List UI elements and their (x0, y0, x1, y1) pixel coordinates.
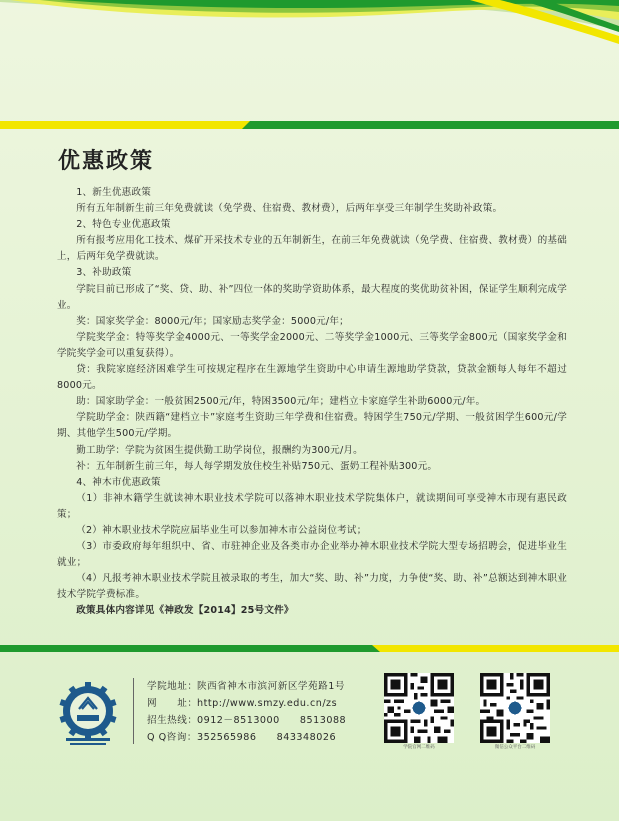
website-row (147, 695, 346, 712)
qq-value: 352565986 843348026 (197, 732, 337, 743)
footer-divider (133, 678, 134, 744)
address-value: 陕西省神木市滨河新区学苑路1号 (197, 681, 345, 692)
address-label: 学院地址： (147, 681, 198, 692)
paragraph: 4、神木市优惠政策 (76, 476, 161, 488)
paragraph: 学院目前已形成了“奖、贷、助、补”四位一体的奖助学资助体系，最大程度的奖优助贫补困，保证学生顺利完成学业。 (57, 283, 567, 311)
paragraph: 2、特色专业优惠政策 (76, 219, 171, 231)
page-title: 优惠政策 (58, 149, 155, 174)
school-logo (58, 681, 118, 747)
contact-info (147, 678, 346, 746)
paragraph: 学院奖学金：特等奖学金4000元、一等奖学金2000元、二等奖学金1000元、三等奖学金800元（国家奖学金和学院奖学金可以重复获得）。 (57, 331, 567, 359)
paragraph: （4）凡报考神木职业技术学院且被录取的考生，加大“奖、助、补”力度，力争使“奖、助、补”总额达到神木职业技术学院学费标准。 (57, 573, 567, 601)
policy-content (57, 185, 567, 620)
paragraph: （2）神木职业技术学院应届毕业生可以参加神木市公益岗位考试； (76, 524, 367, 536)
paragraph: 所有报考应用化工技术、煤矿开采技术专业的五年制新生，在前三年免费就读（免学费、住宿费、教材费）的基础上，后两年免学费就读。 (57, 235, 567, 263)
hotline-value: 0912－8513000 8513088 (197, 715, 347, 726)
website-label: 网 址： (147, 698, 198, 709)
bottom-color-stripe (0, 645, 619, 652)
qr-caption: 微信公众平台二维码 (494, 745, 536, 750)
qr-caption: 学院官网二维码 (403, 745, 435, 750)
hotline-label: 招生热线： (147, 715, 198, 726)
top-wave-decoration (0, 0, 619, 48)
paragraph: 3、补助政策 (76, 267, 132, 279)
paragraph: 所有五年制新生前三年免费就读（免学费、住宿费、教材费），后两年享受三年制学生奖助补政策。 (76, 203, 503, 215)
document-reference-note: 政策具体内容详见《神政发【2014】25号文件》 (76, 605, 294, 617)
qr-website[interactable] (384, 673, 454, 750)
paragraph: 学院助学金：陕西籍“建档立卡”家庭考生资助三年学费和住宿费。特困学生750元/学期、一般贫困学生600元/学期、其他学生500元/学期。 (57, 412, 567, 440)
paragraph: （3）市委政府每年组织中、省、市驻神企业及各类市办企业举办神木职业技术学院大型专场招聘会，促进毕业生就业； (57, 541, 567, 569)
paragraph: 贷：我院家庭经济困难学生可按规定程序在生源地学生资助中心申请生源地助学贷款，贷款金额每人每年不超过8000元。 (57, 364, 567, 392)
paragraph: 奖：国家奖学金：8000元/年；国家励志奖学金：5000元/年； (76, 315, 349, 327)
top-color-stripe (0, 121, 619, 129)
paragraph: 补：五年制新生前三年，每人每学期发放住校生补贴750元、蛋奶工程补贴300元。 (76, 460, 438, 472)
qr-code-icon (384, 673, 454, 743)
paragraph: 1、新生优惠政策 (76, 187, 152, 198)
address-row (147, 678, 346, 695)
paragraph: （1）非神木籍学生就读神木职业技术学院可以落神木职业技术学院集体户，就读期间可享受神木市现有惠民政策； (57, 492, 567, 520)
qr-code-icon (480, 673, 550, 743)
website-link[interactable]: http://www.smzy.edu.cn/zs (197, 698, 338, 709)
hotline-row (147, 712, 346, 729)
paragraph: 助：国家助学金：一般贫困2500元/年，特困3500元/年；建档立卡家庭学生补助6000元/年。 (76, 396, 486, 408)
qq-row (147, 729, 346, 746)
paragraph: 勤工助学：学院为贫困生提供勤工助学岗位，报酬约为300元/月。 (76, 444, 363, 456)
qr-wechat[interactable] (480, 673, 550, 750)
qq-label: Q Q咨询： (147, 732, 197, 743)
